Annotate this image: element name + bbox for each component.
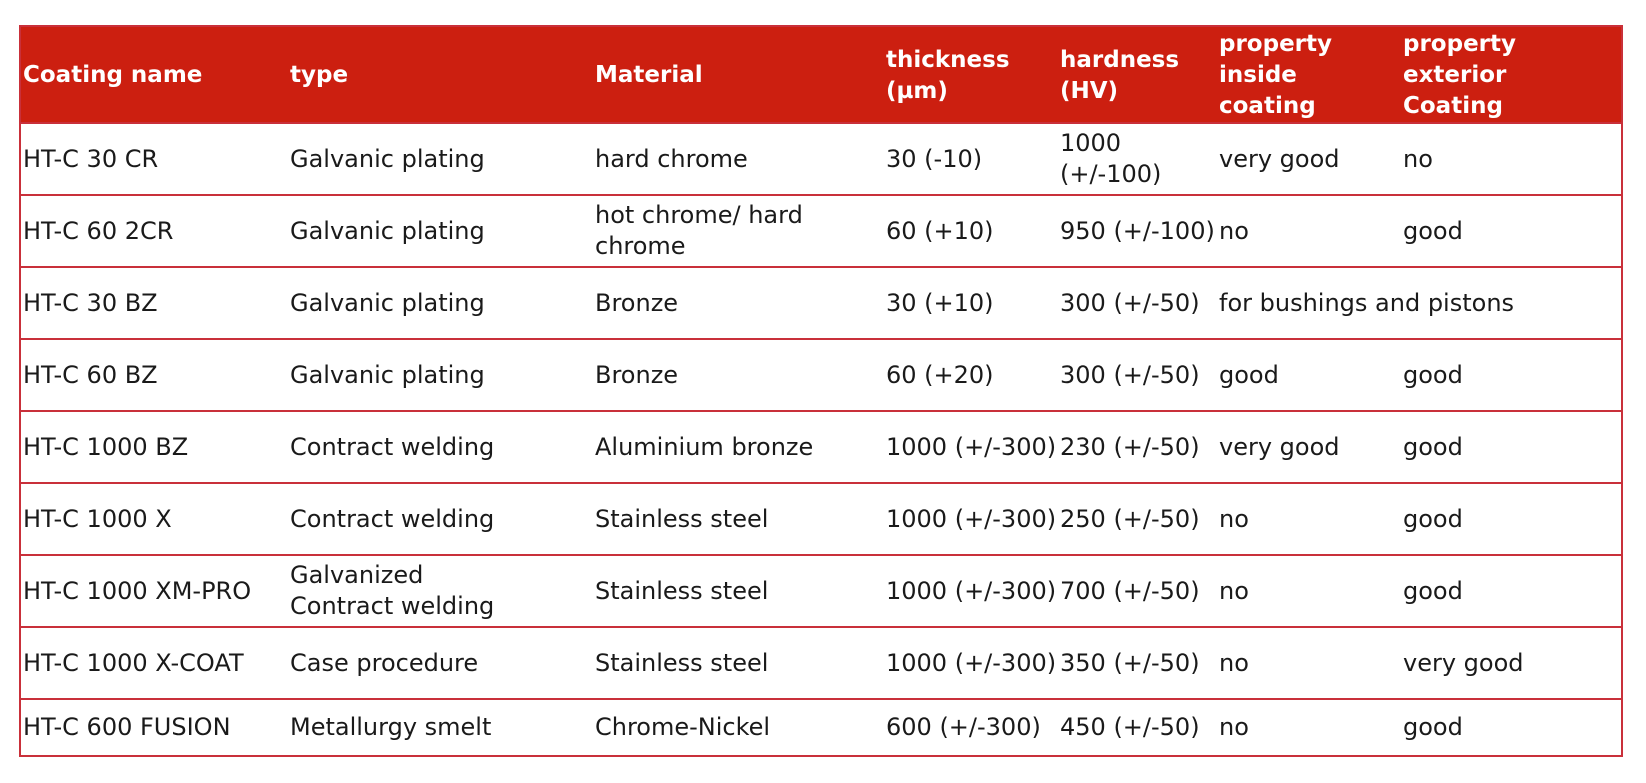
table-row bbox=[21, 267, 1621, 339]
cell-property-inside: very good bbox=[1219, 144, 1340, 173]
cell-property-exterior: very good bbox=[1403, 648, 1524, 677]
cell-thickness: 30 (-10) bbox=[886, 144, 983, 173]
cell-property-inside: no bbox=[1219, 713, 1249, 741]
cell-type: Galvanic plating bbox=[290, 288, 485, 317]
cell-thickness: 60 (+20) bbox=[886, 360, 994, 389]
cell-hardness: 250 (+/-50) bbox=[1060, 504, 1200, 533]
table-row bbox=[21, 555, 1621, 627]
cell-type: Contract welding bbox=[290, 432, 495, 461]
cell-hardness: 700 (+/-50) bbox=[1060, 576, 1200, 605]
cell-property-inside: no bbox=[1219, 216, 1249, 245]
table-header bbox=[21, 27, 1621, 123]
cell-coating-name: HT-C 1000 BZ bbox=[23, 432, 189, 461]
header-material: Material bbox=[593, 27, 884, 123]
cell-material: Stainless steel bbox=[595, 576, 769, 605]
cell-thickness: 1000 (+/-300) bbox=[886, 648, 1057, 677]
cell-material: Bronze bbox=[595, 360, 679, 389]
header-coating-name: Coating name bbox=[21, 27, 288, 123]
header-type: type bbox=[288, 27, 593, 123]
header-property-inside: property inside coating bbox=[1217, 27, 1401, 123]
cell-thickness: 30 (+10) bbox=[886, 288, 994, 317]
table-row bbox=[21, 339, 1621, 411]
cell-thickness: 600 (+/-300) bbox=[886, 713, 1041, 741]
cell-coating-name: HT-C 1000 X-COAT bbox=[23, 648, 244, 677]
cell-coating-name: HT-C 600 FUSION bbox=[23, 713, 231, 741]
header-hardness: hardness (HV) bbox=[1058, 27, 1217, 123]
cell-type: Metallurgy smelt bbox=[290, 713, 492, 741]
cell-hardness: 300 (+/-50) bbox=[1060, 288, 1200, 317]
cell-hardness: 300 (+/-50) bbox=[1060, 360, 1200, 389]
cell-property-exterior: good bbox=[1403, 576, 1463, 605]
table-row bbox=[21, 627, 1621, 699]
cell-type: Contract welding bbox=[290, 504, 495, 533]
cell-type: Galvanic plating bbox=[290, 360, 485, 389]
cell-property-exterior: no bbox=[1403, 144, 1433, 173]
cell-coating-name: HT-C 1000 X bbox=[23, 504, 172, 533]
cell-hardness: 950 (+/-100) bbox=[1060, 216, 1215, 245]
cell-type: Galvanic plating bbox=[290, 216, 485, 245]
table-row bbox=[21, 699, 1621, 755]
cell-property-exterior: good bbox=[1403, 713, 1463, 741]
table-body bbox=[21, 123, 1621, 755]
cell-thickness: 1000 (+/-300) bbox=[886, 576, 1057, 605]
cell-material: Stainless steel bbox=[595, 648, 769, 677]
cell-material: Chrome-Nickel bbox=[595, 713, 771, 741]
cell-coating-name: HT-C 1000 XM-PRO bbox=[23, 576, 252, 605]
cell-property-exterior: good bbox=[1403, 504, 1463, 533]
cell-hardness: 1000 (+/-100) bbox=[1060, 129, 1162, 188]
cell-type: Case procedure bbox=[290, 648, 479, 677]
cell-hardness: 230 (+/-50) bbox=[1060, 432, 1200, 461]
cell-property-inside: no bbox=[1219, 504, 1249, 533]
header-row bbox=[21, 27, 1621, 123]
cell-coating-name: HT-C 60 BZ bbox=[23, 360, 158, 389]
header-property-exterior: property exterior Coating bbox=[1401, 27, 1621, 123]
cell-material: Aluminium bronze bbox=[595, 432, 814, 461]
cell-coating-name: HT-C 60 2CR bbox=[23, 216, 174, 245]
cell-coating-name: HT-C 30 BZ bbox=[23, 288, 158, 317]
cell-property-merged: for bushings and pistons bbox=[1219, 288, 1515, 317]
cell-property-inside: good bbox=[1219, 360, 1279, 389]
cell-material: Stainless steel bbox=[595, 504, 769, 533]
cell-type: Galvanic plating bbox=[290, 144, 485, 173]
table-row bbox=[21, 483, 1621, 555]
cell-hardness: 450 (+/-50) bbox=[1060, 713, 1200, 741]
cell-material: Bronze bbox=[595, 288, 679, 317]
header-thickness: thickness (µm) bbox=[884, 27, 1058, 123]
cell-property-exterior: good bbox=[1403, 360, 1463, 389]
cell-property-exterior: good bbox=[1403, 432, 1463, 461]
cell-coating-name: HT-C 30 CR bbox=[23, 144, 159, 173]
coating-table-container bbox=[19, 25, 1623, 757]
cell-thickness: 1000 (+/-300) bbox=[886, 504, 1057, 533]
table-row bbox=[21, 123, 1621, 195]
cell-property-inside: no bbox=[1219, 648, 1249, 677]
table-row bbox=[21, 195, 1621, 267]
cell-material: hot chrome/ hard chrome bbox=[595, 201, 803, 260]
cell-type: Galvanized Contract welding bbox=[290, 561, 495, 620]
cell-property-inside: very good bbox=[1219, 432, 1340, 461]
cell-property-exterior: good bbox=[1403, 216, 1463, 245]
cell-thickness: 60 (+10) bbox=[886, 216, 994, 245]
coating-table bbox=[21, 27, 1621, 755]
cell-material: hard chrome bbox=[595, 144, 748, 173]
cell-thickness: 1000 (+/-300) bbox=[886, 432, 1057, 461]
cell-hardness: 350 (+/-50) bbox=[1060, 648, 1200, 677]
table-row bbox=[21, 411, 1621, 483]
cell-property-inside: no bbox=[1219, 576, 1249, 605]
